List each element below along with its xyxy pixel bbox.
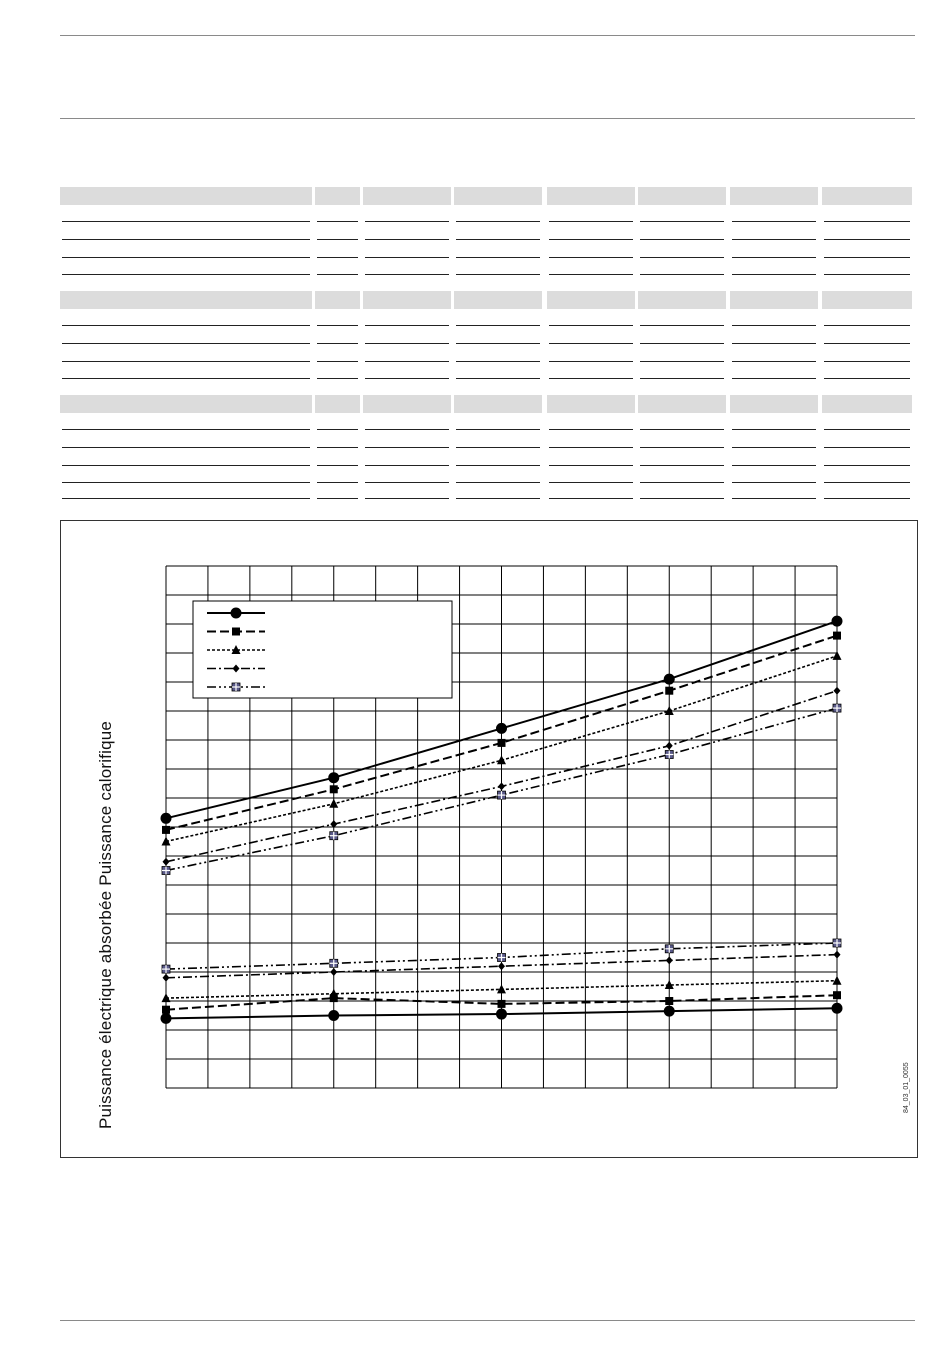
table-row-cell <box>549 482 633 483</box>
table-header-cell <box>454 291 542 309</box>
table-row-cell <box>62 465 310 466</box>
table-row-cell <box>732 378 816 379</box>
data-point-series-1 <box>161 813 172 824</box>
table-row-cell <box>317 498 358 499</box>
table-row-cell <box>456 257 540 258</box>
table-row-cell <box>732 361 816 362</box>
table-row-cell <box>365 325 449 326</box>
table-row-cell <box>317 378 358 379</box>
table-row-cell <box>365 361 449 362</box>
table-row-cell <box>824 465 910 466</box>
data-point-series-2 <box>665 687 673 695</box>
data-point-series-4 <box>498 782 505 790</box>
data-point-series-9 <box>498 962 505 970</box>
data-point-series-4 <box>666 742 673 750</box>
data-point-series-9 <box>834 951 841 959</box>
table-header-cell <box>363 395 451 413</box>
data-point-series-4 <box>163 858 170 866</box>
table-row-cell <box>732 343 816 344</box>
table-row-cell <box>365 274 449 275</box>
data-point-series-4 <box>834 687 841 695</box>
table-row-cell <box>365 429 449 430</box>
y-axis-label: Puissance électrique absorbée Puissance calorifique <box>96 720 115 1129</box>
section-rule <box>60 118 915 119</box>
table-row-cell <box>640 429 724 430</box>
table-row-cell <box>824 257 910 258</box>
table-row-cell <box>456 221 540 222</box>
table-row-cell <box>62 482 310 483</box>
table-header-cell <box>822 395 912 413</box>
legend-key-marker-1 <box>231 608 242 619</box>
table-row-cell <box>62 447 310 448</box>
data-point-series-8 <box>162 993 171 1002</box>
data-point-series-7 <box>498 1000 506 1008</box>
table-row-cell <box>365 447 449 448</box>
table-row-cell <box>549 274 633 275</box>
table-row-cell <box>62 257 310 258</box>
table-row-cell <box>365 257 449 258</box>
table-row-cell <box>640 257 724 258</box>
table-row-cell <box>549 221 633 222</box>
table-header-cell <box>730 395 818 413</box>
table-row-cell <box>640 274 724 275</box>
table-header-cell <box>315 291 360 309</box>
table-row-cell <box>317 325 358 326</box>
table-row-cell <box>62 498 310 499</box>
table-row-cell <box>640 465 724 466</box>
data-point-series-3 <box>162 837 171 846</box>
table-row-cell <box>62 274 310 275</box>
table-row-cell <box>317 257 358 258</box>
table-row-cell <box>456 325 540 326</box>
data-point-series-9 <box>330 968 337 976</box>
data-point-series-7 <box>665 997 673 1005</box>
table-row-cell <box>365 378 449 379</box>
table-row-cell <box>549 257 633 258</box>
table-row-cell <box>824 343 910 344</box>
table-row-cell <box>365 482 449 483</box>
table-row-cell <box>732 465 816 466</box>
table-row-cell <box>640 447 724 448</box>
page-top-rule <box>60 35 915 36</box>
table-row-cell <box>732 257 816 258</box>
table-row-cell <box>824 498 910 499</box>
table-row-cell <box>456 239 540 240</box>
table-header-cell <box>315 395 360 413</box>
table-header-cell <box>60 187 312 205</box>
table-row-cell <box>824 482 910 483</box>
table-row-cell <box>732 482 816 483</box>
table-row-cell <box>317 465 358 466</box>
data-point-series-6 <box>664 1006 675 1017</box>
performance-chart <box>61 521 917 1157</box>
table-row-cell <box>732 325 816 326</box>
table-header-cell <box>822 291 912 309</box>
data-point-series-2 <box>330 785 338 793</box>
table-row-cell <box>824 378 910 379</box>
table-row-cell <box>317 239 358 240</box>
table-row-cell <box>549 429 633 430</box>
table-row-cell <box>317 447 358 448</box>
table-row-cell <box>62 239 310 240</box>
table-row-cell <box>549 465 633 466</box>
data-point-series-6 <box>161 1013 172 1024</box>
data-point-series-3 <box>833 651 842 660</box>
data-point-series-1 <box>328 772 339 783</box>
table-row-cell <box>317 274 358 275</box>
table-row-cell <box>824 274 910 275</box>
table-row-cell <box>824 447 910 448</box>
chart-frame <box>60 520 918 1158</box>
data-point-series-7 <box>833 991 841 999</box>
data-point-series-6 <box>832 1003 843 1014</box>
table-row-cell <box>456 274 540 275</box>
table-header-cell <box>363 187 451 205</box>
table-header-cell <box>60 395 312 413</box>
table-row-cell <box>824 361 910 362</box>
table-header-cell <box>822 187 912 205</box>
legend-key-marker-2 <box>232 628 240 636</box>
table-row-cell <box>640 239 724 240</box>
data-point-series-2 <box>833 632 841 640</box>
table-header-cell <box>638 395 726 413</box>
table-row-cell <box>732 429 816 430</box>
data-point-series-9 <box>666 956 673 964</box>
table-row-cell <box>640 325 724 326</box>
table-header-cell <box>454 187 542 205</box>
table-row-cell <box>640 482 724 483</box>
table-row-cell <box>456 343 540 344</box>
table-header-cell <box>638 291 726 309</box>
table-header-cell <box>547 291 635 309</box>
table-row-cell <box>365 465 449 466</box>
table-row-cell <box>456 429 540 430</box>
table-header-cell <box>638 187 726 205</box>
data-point-series-1 <box>664 674 675 685</box>
table-header-cell <box>547 187 635 205</box>
table-row-cell <box>549 343 633 344</box>
table-row-cell <box>732 498 816 499</box>
data-point-series-6 <box>328 1010 339 1021</box>
table-row-cell <box>365 498 449 499</box>
data-point-series-6 <box>496 1009 507 1020</box>
table-row-cell <box>62 361 310 362</box>
table-header-cell <box>60 291 312 309</box>
table-header-cell <box>363 291 451 309</box>
table-row-cell <box>456 465 540 466</box>
data-point-series-1 <box>832 616 843 627</box>
table-row-cell <box>549 325 633 326</box>
table-row-cell <box>549 239 633 240</box>
table-row-cell <box>317 482 358 483</box>
table-header-cell <box>454 395 542 413</box>
table-row-cell <box>456 498 540 499</box>
data-point-series-7 <box>162 1006 170 1014</box>
table-row-cell <box>456 482 540 483</box>
table-row-cell <box>732 221 816 222</box>
table-row-cell <box>62 429 310 430</box>
table-header-cell <box>730 187 818 205</box>
table-row-cell <box>549 361 633 362</box>
table-row-cell <box>365 221 449 222</box>
table-row-cell <box>62 378 310 379</box>
table-row-cell <box>640 378 724 379</box>
table-row-cell <box>732 447 816 448</box>
table-row-cell <box>365 343 449 344</box>
table-row-cell <box>317 429 358 430</box>
table-row-cell <box>62 325 310 326</box>
table-row-cell <box>549 378 633 379</box>
table-row-cell <box>640 498 724 499</box>
data-point-series-8 <box>833 976 842 985</box>
figure-reference: 84_03_01_0055 <box>903 1062 910 1113</box>
table-row-cell <box>365 239 449 240</box>
table-header-cell <box>730 291 818 309</box>
table-row-cell <box>549 498 633 499</box>
table-row-cell <box>640 343 724 344</box>
table-row-cell <box>456 447 540 448</box>
table-row-cell <box>732 239 816 240</box>
data-point-series-3 <box>497 755 506 764</box>
table-header-cell <box>315 187 360 205</box>
data-point-series-2 <box>498 739 506 747</box>
table-row-cell <box>732 274 816 275</box>
table-row-cell <box>62 343 310 344</box>
data-point-series-1 <box>496 723 507 734</box>
data-point-series-9 <box>163 974 170 982</box>
table-row-cell <box>824 325 910 326</box>
table-row-cell <box>317 221 358 222</box>
table-row-cell <box>640 221 724 222</box>
table-row-cell <box>549 447 633 448</box>
data-point-series-2 <box>162 826 170 834</box>
page-bottom-rule <box>60 1320 915 1321</box>
table-row-cell <box>824 429 910 430</box>
table-row-cell <box>317 361 358 362</box>
table-row-cell <box>640 361 724 362</box>
table-row-cell <box>62 221 310 222</box>
table-row-cell <box>456 361 540 362</box>
table-row-cell <box>456 378 540 379</box>
table-row-cell <box>317 343 358 344</box>
table-row-cell <box>824 221 910 222</box>
table-header-cell <box>547 395 635 413</box>
table-row-cell <box>824 239 910 240</box>
